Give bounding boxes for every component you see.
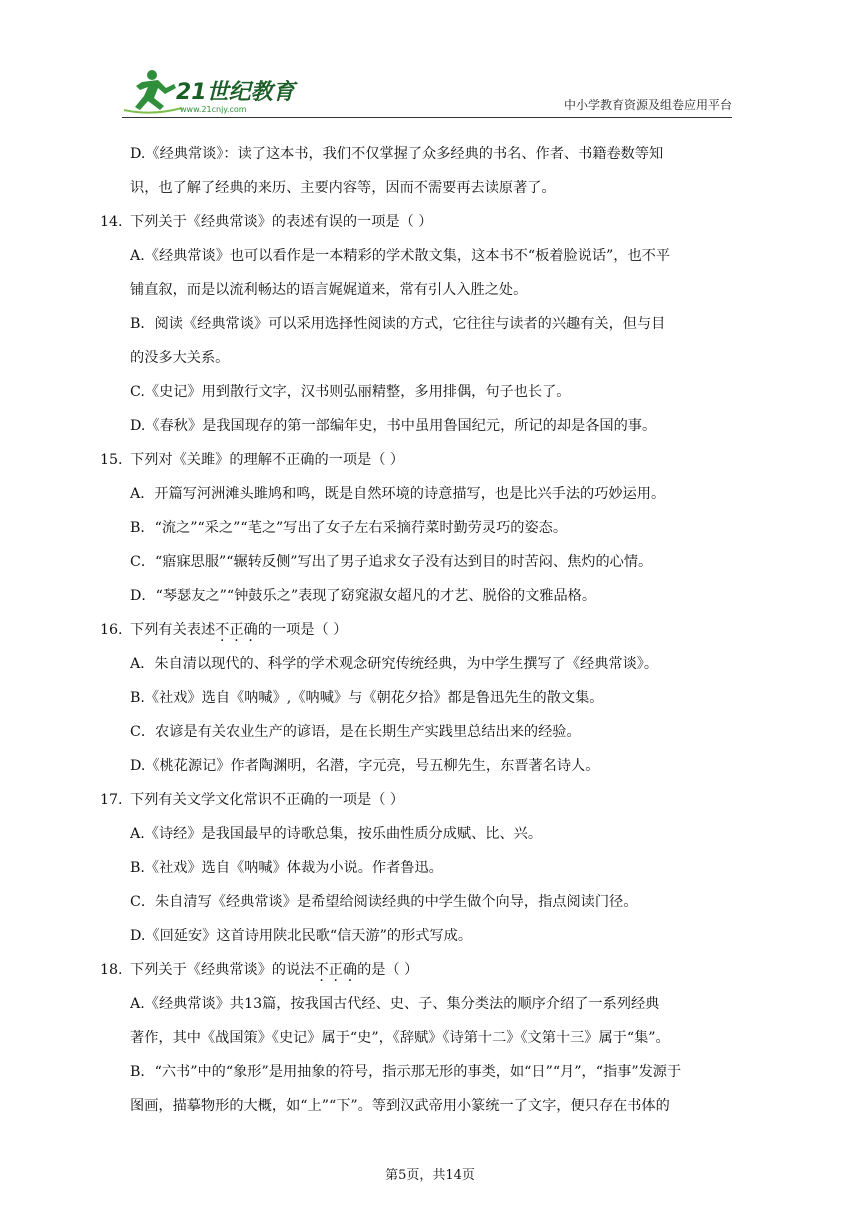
q16-option-d: D.《桃花源记》作者陶渊明，名潜，字元亮，号五柳先生，东晋著名诗人。 bbox=[130, 758, 600, 774]
q14-number: 14. bbox=[100, 214, 123, 230]
q14-stem bbox=[100, 205, 732, 239]
logo-url: www.21cnjy.com bbox=[180, 105, 247, 114]
q17-option-a: A.《诗经》是我国最早的诗歌总集，按乐曲性质分成赋、比、兴。 bbox=[130, 826, 543, 842]
q15-stem bbox=[100, 443, 732, 477]
q14-option-a-line2: 铺直叙，而是以流利畅达的语言娓娓道来，常有引人入胜之处。 bbox=[130, 282, 528, 298]
q14-option-d: D.《春秋》是我国现存的第一部编年史，书中虽用鲁国纪元，所记的却是各国的事。 bbox=[130, 418, 657, 434]
q16-option-a: A．朱自清以现代的、科学的学术观念研究传统经典，为中学生撰写了《经典常谈》。 bbox=[130, 656, 659, 672]
q17-stem-text: 下列有关文学文化常识不正确的一项是（ ） bbox=[130, 792, 405, 808]
q18-stem-after: 的是（ ） bbox=[357, 962, 419, 978]
q15-option-b: B．“流之”“采之”“芼之”写出了女子左右采摘荇菜时勤劳灵巧的姿态。 bbox=[130, 520, 568, 536]
q18-option-b-line2: 图画，描摹物形的大概，如“上”“下”。等到汉武帝用小篆统一了文字，便只存在书体的 bbox=[130, 1098, 670, 1114]
q16-emphasis-char: 确 bbox=[243, 622, 258, 638]
q18-option-b-line1: B．“六书”中的“象形”是用抽象的符号，指示那无形的事类，如“日”“月”，“指事”发源于 bbox=[130, 1064, 682, 1080]
q16-option-b: B.《社戏》选自《呐喊》,《呐喊》与《朝花夕拾》都是鲁迅先生的散文集。 bbox=[130, 690, 604, 706]
q14-option-b-line2: 的没多大关系。 bbox=[130, 350, 230, 366]
q18-option-a-line1: A.《经典常谈》共13篇，按我国古代经、史、子、集分类法的顺序介绍了一系列经典 bbox=[130, 996, 660, 1012]
q16-emphasis-char: 不 bbox=[215, 622, 230, 638]
q15-option-c: C．“寤寐思服”“辗转反侧”写出了男子追求女子没有达到目的时苦闷、焦灼的心情。 bbox=[130, 554, 653, 570]
q16-number: 16. bbox=[100, 622, 123, 638]
q17-option-b: B.《社戏》选自《呐喊》体裁为小说。作者鲁迅。 bbox=[130, 860, 443, 876]
q18-emphasis-char: 正 bbox=[328, 962, 343, 978]
page-number: 第5页，共14页 bbox=[385, 1168, 475, 1183]
header-divider bbox=[122, 117, 732, 118]
q15-stem-text: 下列对《关雎》的理解不正确的一项是（ ） bbox=[130, 452, 405, 468]
q18-stem-before: 下列关于《经典常谈》的说法 bbox=[130, 962, 315, 978]
q14-option-c: C.《史记》用到散行文字，汉书则弘丽精整，多用排偶，句子也长了。 bbox=[130, 384, 571, 400]
q16-stem bbox=[100, 613, 732, 647]
q14-option-b-line1: B．阅读《经典常谈》可以采用选择性阅读的方式，它往往与读者的兴趣有关，但与目 bbox=[130, 316, 666, 332]
q15-option-d: D．“琴瑟友之”“钟鼓乐之”表现了窈窕淑女超凡的才艺、脱俗的文雅品格。 bbox=[130, 588, 597, 604]
page-header bbox=[122, 66, 732, 116]
logo-runner-icon bbox=[122, 66, 302, 116]
q15-option-a: A．开篇写河洲滩头雎鸠和鸣，既是自然环境的诗意描写，也是比兴手法的巧妙运用。 bbox=[130, 486, 666, 502]
q18-emphasis-char: 不 bbox=[314, 962, 329, 978]
q16-stem-after: 的一项是（ ） bbox=[257, 622, 348, 638]
q16-emphasis-char: 正 bbox=[229, 622, 244, 638]
question-content bbox=[100, 137, 732, 1123]
q13-option-d-line1: D.《经典常谈》：读了这本书，我们不仅掌握了众多经典的书名、作者、书籍卷数等知 bbox=[130, 146, 664, 162]
q16-stem-before: 下列有关表述 bbox=[130, 622, 216, 638]
logo-text: 21世纪教育 bbox=[176, 80, 295, 105]
platform-name: 中小学教育资源及组卷应用平台 bbox=[563, 98, 732, 112]
q13-option-d-line2: 识，也了解了经典的来历、主要内容等，因而不需要再去读原著了。 bbox=[130, 180, 556, 196]
q16-option-c: C．农谚是有关农业生产的谚语，是在长期生产实践里总结出来的经验。 bbox=[130, 724, 581, 740]
q18-emphasis-char: 确 bbox=[342, 962, 358, 978]
q17-option-c: C．朱自清写《经典常谈》是希望给阅读经典的中学生做个向导，指点阅读门径。 bbox=[130, 894, 638, 910]
q17-option-d: D.《回延安》这首诗用陕北民歌“信天游”的形式写成。 bbox=[130, 928, 473, 944]
q17-stem bbox=[100, 783, 732, 817]
q14-stem-text: 下列关于《经典常谈》的表述有误的一项是（ ） bbox=[130, 214, 433, 230]
q15-number: 15. bbox=[100, 452, 123, 468]
q17-number: 17. bbox=[100, 792, 123, 808]
q14-option-a-line1: A.《经典常谈》也可以看作是一本精彩的学术散文集，这本书不“板着脸说话”，也不平 bbox=[130, 248, 671, 264]
q18-option-a-line2: 著作，其中《战国策》《史记》属于“史”，《辞赋》《诗第十二》《文第十三》属于“集”。 bbox=[130, 1030, 670, 1046]
q18-stem bbox=[100, 953, 732, 987]
q18-number: 18. bbox=[100, 962, 123, 978]
